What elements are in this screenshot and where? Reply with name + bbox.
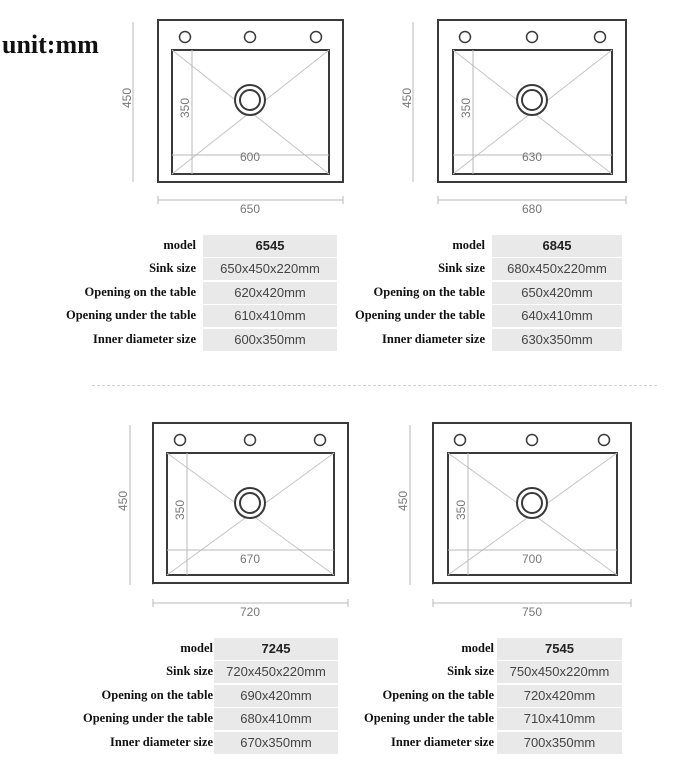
- spec-table-6845: [320, 235, 660, 355]
- spec-value: 630x350mm: [492, 329, 622, 351]
- outer-width-dimension: 680: [521, 202, 543, 216]
- spec-label: Opening on the table: [84, 285, 196, 299]
- spec-value: 620x420mm: [203, 282, 337, 304]
- spec-table-7245: [0, 638, 340, 758]
- spec-value: 680x450x220mm: [492, 258, 622, 280]
- table-row: [320, 305, 660, 327]
- spec-value: 600x350mm: [203, 329, 337, 351]
- spec-label: Opening on the table: [373, 285, 485, 299]
- table-row: [320, 638, 660, 660]
- spec-value: 7545: [497, 638, 622, 660]
- table-row: [0, 235, 340, 257]
- spec-value: 700x350mm: [497, 732, 622, 754]
- spec-label: Inner diameter size: [93, 332, 196, 346]
- spec-value: 7245: [214, 638, 338, 660]
- inner-height-dimension: 350: [173, 499, 187, 521]
- spec-label: Inner diameter size: [391, 735, 494, 749]
- inner-height-dimension: 350: [454, 499, 468, 521]
- table-row: [0, 732, 340, 754]
- section-divider: [92, 385, 657, 386]
- height-dimension: 450: [116, 490, 130, 512]
- spec-label: Opening under the table: [66, 308, 196, 322]
- spec-value: 650x450x220mm: [203, 258, 337, 280]
- height-dimension: 450: [396, 490, 410, 512]
- spec-value: 650x420mm: [492, 282, 622, 304]
- spec-label: model: [461, 641, 494, 655]
- outer-width-dimension: 650: [239, 202, 261, 216]
- spec-table-6545: [0, 235, 340, 355]
- table-row: [0, 305, 340, 327]
- table-row: [320, 732, 660, 754]
- outer-width-dimension: 750: [521, 605, 543, 619]
- table-row: [320, 708, 660, 730]
- spec-value: 610x410mm: [203, 305, 337, 327]
- sink-diagram-7245: [105, 413, 405, 653]
- spec-value: 720x420mm: [497, 685, 622, 707]
- table-row: [0, 685, 340, 707]
- height-dimension: 450: [120, 87, 134, 109]
- spec-label: Inner diameter size: [110, 735, 213, 749]
- spec-value: 680x410mm: [214, 708, 338, 730]
- spec-label: Opening under the table: [364, 711, 494, 725]
- inner-height-dimension: 350: [459, 97, 473, 119]
- table-row: [0, 282, 340, 304]
- spec-label: model: [163, 238, 196, 252]
- inner-width-dimension: 670: [239, 552, 261, 566]
- spec-label: Opening on the table: [382, 688, 494, 702]
- spec-table-7545: [320, 638, 660, 758]
- spec-label: Inner diameter size: [382, 332, 485, 346]
- spec-value: 720x450x220mm: [214, 661, 338, 683]
- height-dimension: 450: [400, 87, 414, 109]
- spec-label: Sink size: [166, 664, 213, 678]
- spec-label: Opening on the table: [101, 688, 213, 702]
- table-row: [0, 258, 340, 280]
- table-row: [320, 235, 660, 257]
- spec-value: 6545: [203, 235, 337, 257]
- outer-width-dimension: 720: [239, 605, 261, 619]
- spec-value: 710x410mm: [497, 708, 622, 730]
- spec-label: model: [180, 641, 213, 655]
- spec-value: 640x410mm: [492, 305, 622, 327]
- spec-label: Sink size: [438, 261, 485, 275]
- sink-diagram-6845: [390, 10, 679, 250]
- table-row: [320, 329, 660, 351]
- spec-value: 670x350mm: [214, 732, 338, 754]
- table-row: [0, 638, 340, 660]
- spec-value: 750x450x220mm: [497, 661, 622, 683]
- spec-value: 6845: [492, 235, 622, 257]
- inner-width-dimension: 600: [239, 150, 261, 164]
- spec-label: Opening under the table: [83, 711, 213, 725]
- table-row: [320, 661, 660, 683]
- inner-width-dimension: 630: [521, 150, 543, 164]
- table-row: [0, 708, 340, 730]
- inner-width-dimension: 700: [521, 552, 543, 566]
- spec-value: 690x420mm: [214, 685, 338, 707]
- table-row: [320, 282, 660, 304]
- spec-label: Opening under the table: [355, 308, 485, 322]
- unit-label: unit:mm: [2, 30, 99, 59]
- table-row: [0, 661, 340, 683]
- sink-diagram-7545: [385, 413, 679, 653]
- table-row: [0, 329, 340, 351]
- spec-label: model: [452, 238, 485, 252]
- sink-diagram-6545: [110, 10, 410, 250]
- spec-label: Sink size: [149, 261, 196, 275]
- inner-height-dimension: 350: [178, 97, 192, 119]
- spec-label: Sink size: [447, 664, 494, 678]
- table-row: [320, 685, 660, 707]
- table-row: [320, 258, 660, 280]
